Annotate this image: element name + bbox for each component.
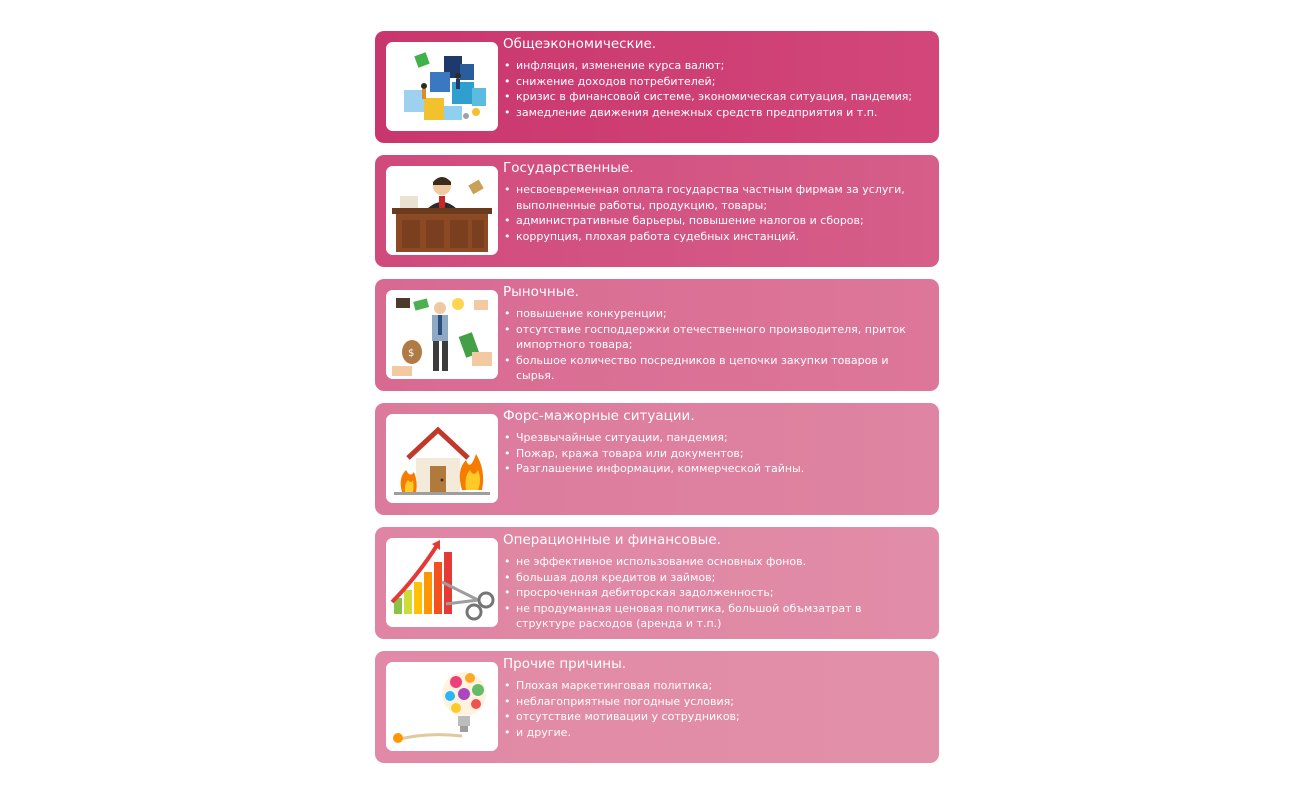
list-item: • отсутствие мотивации у сотрудников; [503,709,923,725]
card-title: Прочие причины. [503,656,627,672]
list-item: • Пожар, кража товара или документов; [503,446,923,462]
list-item: • инфляция, изменение курса валют; [503,58,923,74]
list-item: • отсутствие господдержки отечественного производителя, приток импортного товара; [503,322,923,353]
list-item: • Чрезвычайные ситуации, пандемия; [503,430,923,446]
list-item: • не эффективное использование основных фонов. [503,554,923,570]
list-item: • административные барьеры, повышение налогов и сборов; [503,213,923,229]
puzzle-people-icon [386,42,498,131]
cause-card-market [375,279,939,391]
list-item: • Разглашение информации, коммерческой тайны. [503,461,923,477]
list-item: • и другие. [503,725,923,741]
list-item: • повышение конкуренции; [503,306,923,322]
judge-desk-icon [386,166,498,255]
list-item: • Плохая маркетинговая политика; [503,678,923,694]
cause-card-general-economic [375,31,939,143]
card-items [503,306,923,384]
card-title: Операционные и финансовые. [503,532,721,548]
card-items [503,678,923,740]
list-item: • не продуманная ценовая политика, большой объмзатрат в структуре расходов (аренда и т.п.) [503,601,923,632]
list-item: • снижение доходов потребителей; [503,74,923,90]
list-item: • кризис в финансовой системе, экономическая ситуация, пандемия; [503,89,923,105]
list-item: • просроченная дебиторская задолженность; [503,585,923,601]
cause-card-operational-financial [375,527,939,639]
card-title: Общеэкономические. [503,36,657,52]
causes-list [375,31,939,775]
list-item: • большое количество посредников в цепочки закупки товаров и сырья. [503,353,923,384]
card-items [503,58,923,120]
card-title: Форс-мажорные ситуации. [503,408,695,424]
list-item: • неблагоприятные погодные условия; [503,694,923,710]
cause-card-other [375,651,939,763]
house-fire-icon [386,414,498,503]
list-item: • большая доля кредитов и займов; [503,570,923,586]
cause-card-government [375,155,939,267]
card-items [503,182,923,244]
chart-scissors-icon [386,538,498,627]
businessman-money-icon [386,290,498,379]
list-item: • несвоевременная оплата государства частным фирмам за услуги, выполненные работы, продукцию, товары; [503,182,923,213]
list-item: • замедление движения денежных средств предприятия и т.п. [503,105,923,121]
lightbulb-ideas-icon [386,662,498,751]
card-title: Государственные. [503,160,634,176]
card-items [503,430,923,477]
card-items [503,554,923,632]
svg-text:$: $ [408,348,415,359]
card-title: Рыночные. [503,284,579,300]
cause-card-force-majeure [375,403,939,515]
list-item: • коррупция, плохая работа судебных инстанций. [503,229,923,245]
